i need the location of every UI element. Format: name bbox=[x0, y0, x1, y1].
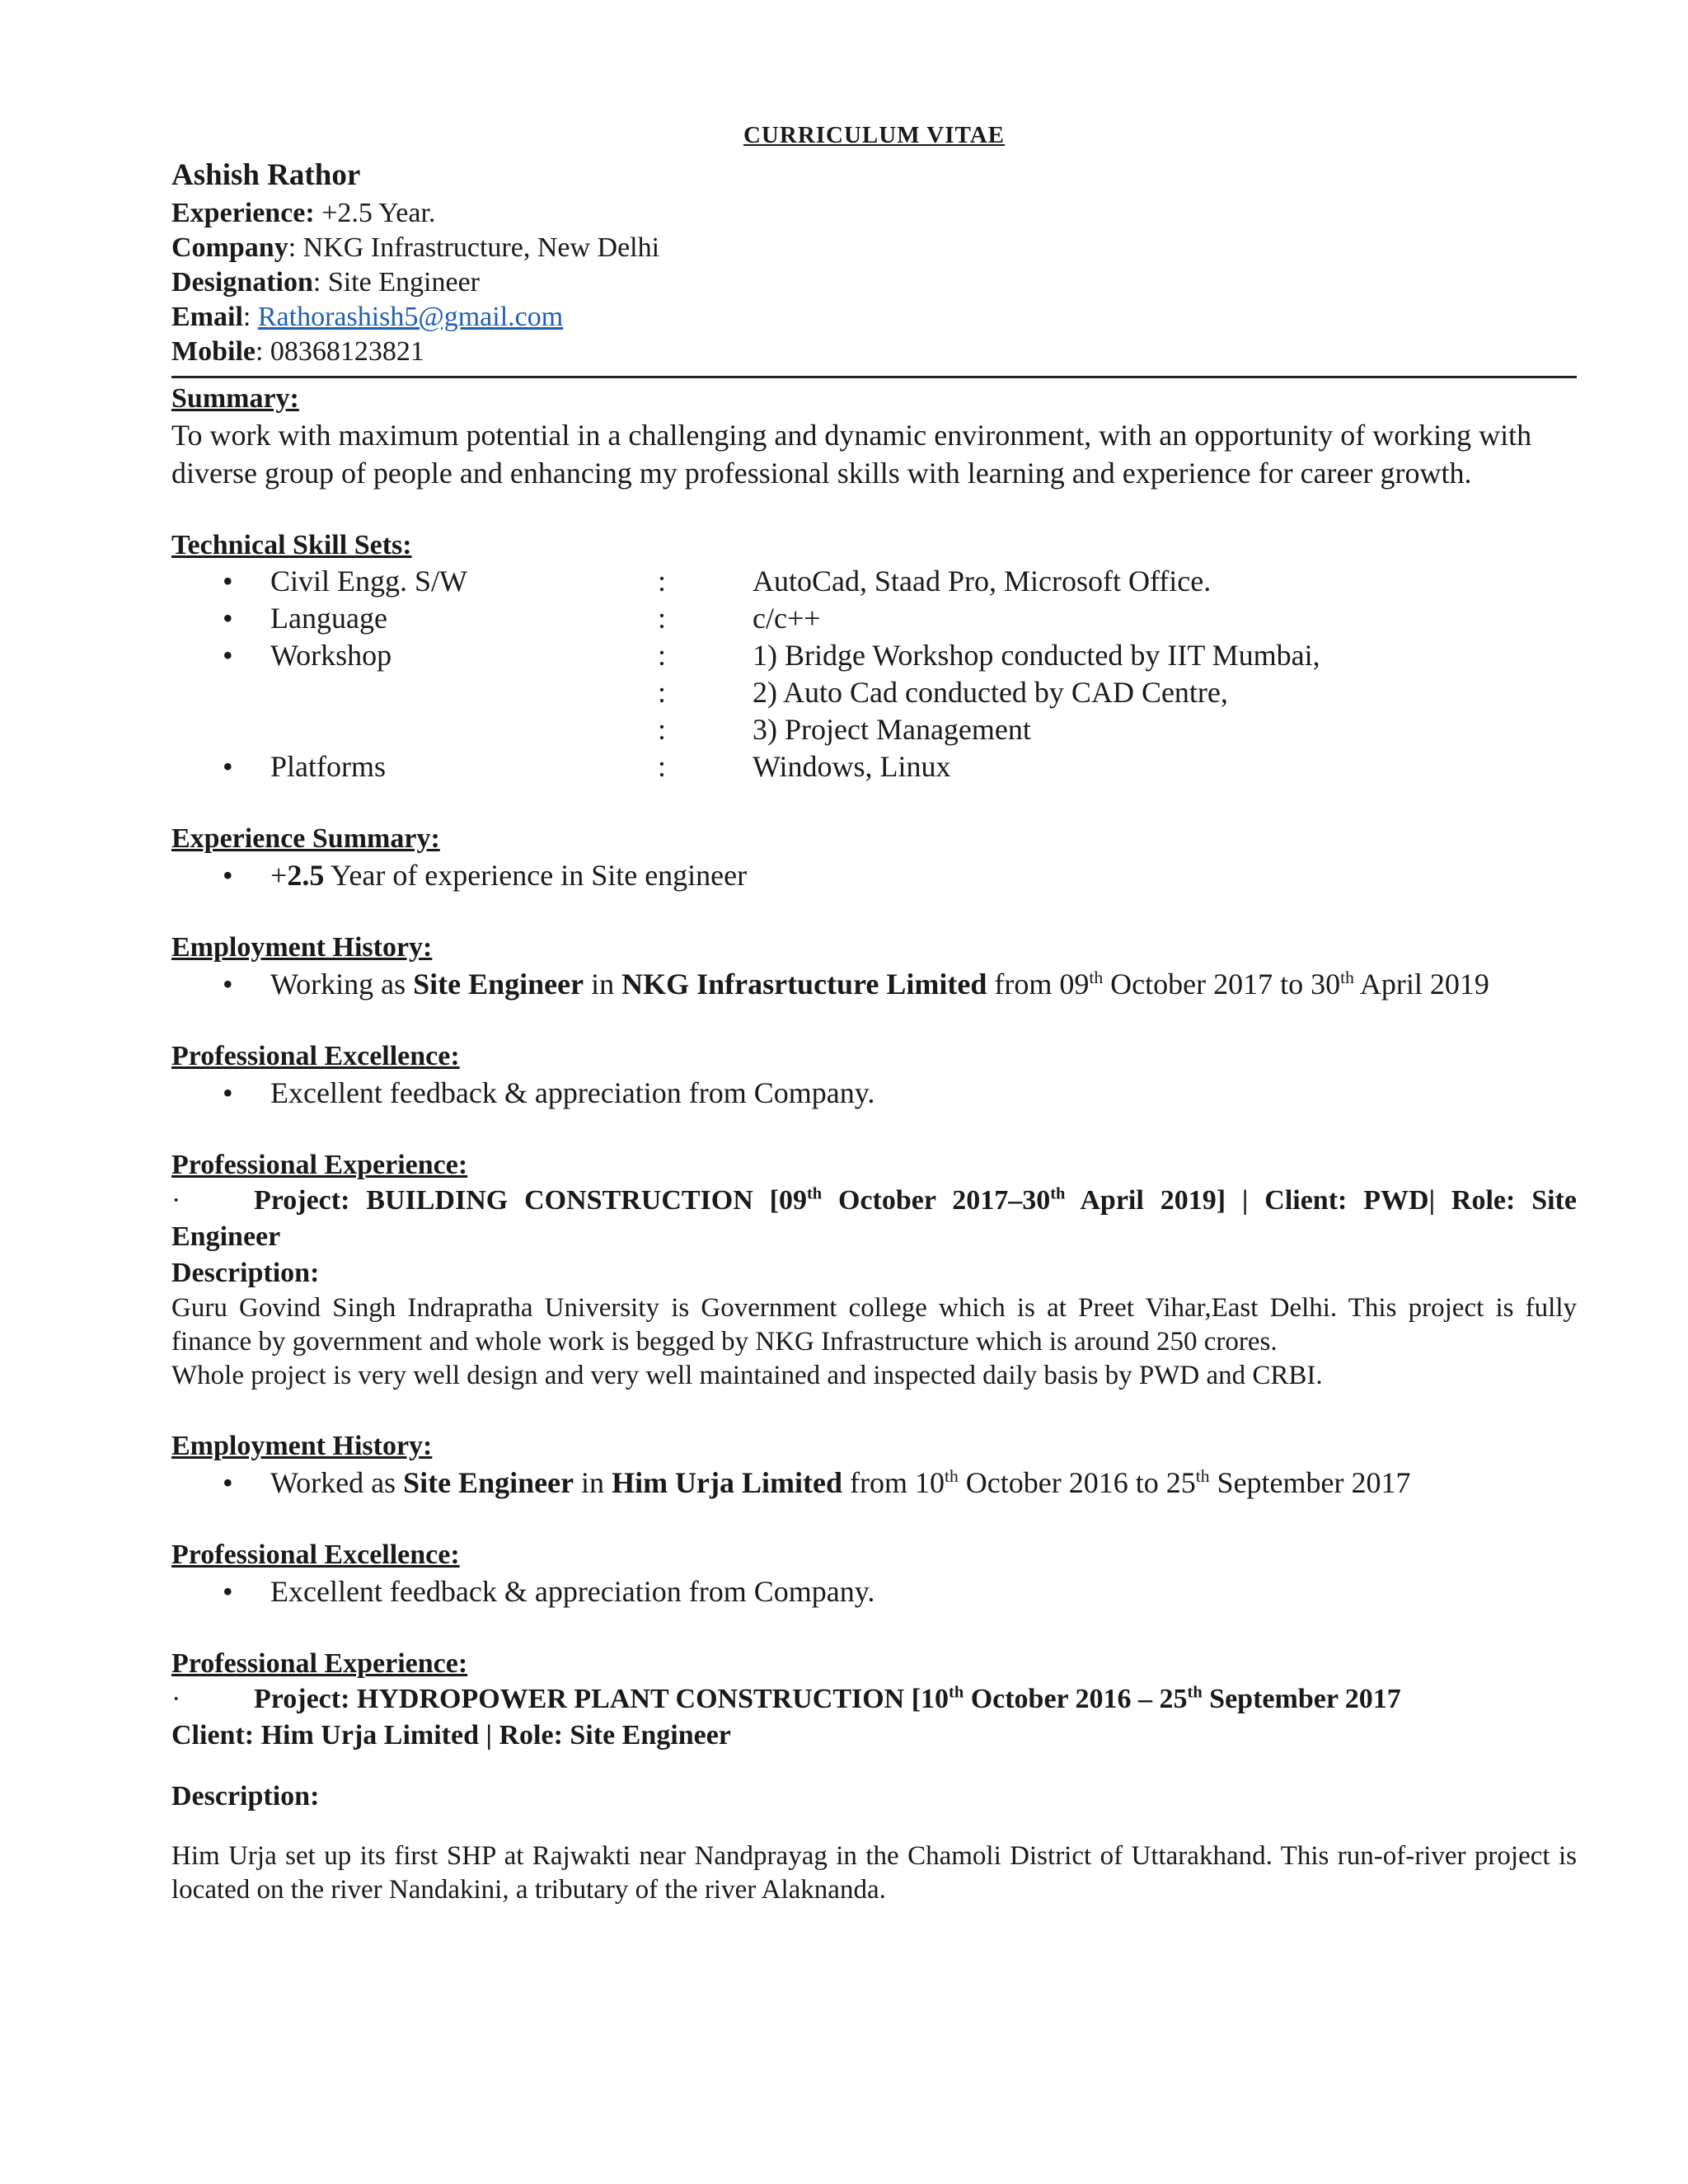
company-label: Company bbox=[171, 232, 288, 263]
skill-value: Windows, Linux bbox=[753, 750, 951, 783]
professional-experience-heading: Professional Experience: bbox=[171, 1648, 468, 1679]
employment-history-list bbox=[171, 1464, 1577, 1502]
professional-excellence-heading: Professional Excellence: bbox=[171, 1041, 460, 1071]
email-line bbox=[171, 300, 1577, 335]
skill-row bbox=[171, 563, 1577, 600]
list-item: • Working as Site Engineer in NKG Infrasrtucture Limited from 09th October 2017 to 30th April 2019 bbox=[171, 965, 1577, 1003]
professional-excellence-list bbox=[171, 1572, 1577, 1610]
skill-label: Language bbox=[270, 602, 387, 635]
professional-experience-heading: Professional Experience: bbox=[171, 1150, 468, 1180]
experience-summary-heading: Experience Summary: bbox=[171, 823, 440, 854]
bullet-icon: • bbox=[223, 750, 233, 783]
designation-line bbox=[171, 265, 1577, 300]
bullet-icon: • bbox=[223, 968, 233, 1001]
skill-label bbox=[270, 674, 658, 711]
bullet-icon: · bbox=[171, 1684, 181, 1714]
experience-value: +2.5 Year. bbox=[314, 198, 436, 228]
designation-value: : Site Engineer bbox=[312, 267, 480, 298]
summary-text: To work with maximum potential in a challenging and dynamic environment, with an opportunity of working with diverse group of people and enhancing my professional skills with learning and experience for career growth. bbox=[171, 419, 1532, 490]
skill-row bbox=[171, 637, 1577, 674]
email-link[interactable]: Rathorashish5@gmail.com bbox=[257, 302, 564, 332]
skills-heading: Technical Skill Sets: bbox=[171, 530, 412, 560]
skill-label: Workshop bbox=[270, 639, 392, 672]
company-value: : NKG Infrastructure, New Delhi bbox=[288, 232, 660, 263]
resume-page bbox=[171, 122, 1577, 1907]
skill-colon: : bbox=[658, 565, 667, 598]
bullet-icon: • bbox=[223, 639, 233, 672]
skill-colon: : bbox=[658, 602, 667, 635]
skill-row bbox=[171, 674, 1577, 711]
designation-label: Designation bbox=[171, 267, 313, 298]
document-title: CURRICULUM VITAE bbox=[743, 122, 1006, 148]
list-item: • +2.5 Year of experience in Site engineer bbox=[171, 856, 1577, 894]
professional-excellence-list bbox=[171, 1074, 1577, 1112]
professional-excellence-heading: Professional Excellence: bbox=[171, 1540, 460, 1570]
project-title: · Project: BUILDING CONSTRUCTION [09th October 2017–30th April 2019] | Client: PWD| Role: Site Engineer bbox=[171, 1183, 1577, 1255]
skill-label: Civil Engg. S/W bbox=[270, 565, 468, 598]
bullet-icon: • bbox=[223, 859, 233, 892]
skill-value: 2) Auto Cad conducted by CAD Centre, bbox=[753, 676, 1228, 709]
candidate-name: Ashish Rathor bbox=[171, 158, 361, 192]
bullet-icon: · bbox=[171, 1185, 181, 1216]
email-separator: : bbox=[242, 302, 258, 332]
skill-colon: : bbox=[658, 639, 667, 672]
description-label: Description: bbox=[171, 1258, 320, 1288]
skill-row bbox=[171, 748, 1577, 785]
bullet-icon: • bbox=[223, 602, 233, 635]
skill-label: Platforms bbox=[270, 750, 386, 783]
skill-row bbox=[171, 600, 1577, 637]
experience-summary-list bbox=[171, 856, 1577, 894]
skill-value: c/c++ bbox=[753, 602, 821, 635]
list-item: • Worked as Site Engineer in Him Urja Limited from 10th October 2016 to 25th September 2017 bbox=[171, 1464, 1577, 1502]
project-client-role: Client: Him Urja Limited | Role: Site Engineer bbox=[171, 1720, 731, 1750]
skill-value: AutoCad, Staad Pro, Microsoft Office. bbox=[753, 565, 1212, 598]
bullet-icon: • bbox=[223, 1076, 233, 1109]
skill-colon: : bbox=[658, 676, 667, 709]
experience-label: Experience: bbox=[171, 198, 315, 228]
bullet-icon: • bbox=[223, 565, 233, 598]
experience-line bbox=[171, 196, 1577, 231]
list-item: • Excellent feedback & appreciation from Company. bbox=[171, 1572, 1577, 1610]
description-label: Description: bbox=[171, 1781, 320, 1811]
skill-row bbox=[171, 711, 1577, 748]
bullet-icon: • bbox=[223, 1575, 233, 1608]
skills-list bbox=[171, 563, 1577, 785]
project-title: · Project: HYDROPOWER PLANT CONSTRUCTION [10th October 2016 – 25th September 2017 bbox=[171, 1681, 1577, 1718]
skill-label bbox=[270, 711, 658, 748]
mobile-value: : 08368123821 bbox=[255, 336, 424, 367]
skill-value: 3) Project Management bbox=[753, 713, 1031, 746]
skill-colon: : bbox=[658, 750, 667, 783]
mobile-label: Mobile bbox=[171, 336, 256, 367]
description-text: Guru Govind Singh Indrapratha University is Government college which is at Preet Vihar,East Delhi. This project is fully finance by government and whole work is begged by NKG Infrastructure which is around 250 crores. bbox=[171, 1293, 1577, 1357]
description-text: Whole project is very well design and very well maintained and inspected daily basis by PWD and CRBI. bbox=[171, 1361, 1323, 1390]
mobile-line bbox=[171, 335, 1577, 369]
skill-colon: : bbox=[658, 713, 667, 746]
employment-history-heading: Employment History: bbox=[171, 932, 433, 963]
email-label: Email bbox=[171, 302, 243, 332]
divider-rule bbox=[171, 376, 1577, 378]
summary-heading: Summary: bbox=[171, 383, 299, 414]
skill-value: 1) Bridge Workshop conducted by IIT Mumbai, bbox=[753, 639, 1320, 672]
company-line bbox=[171, 231, 1577, 265]
employment-history-list bbox=[171, 965, 1577, 1003]
list-item: • Excellent feedback & appreciation from Company. bbox=[171, 1074, 1577, 1112]
description-text: Him Urja set up its first SHP at Rajwakti near Nandprayag in the Chamoli District of Uttarakhand. This run-of-river project is located on the river Nandakini, a tributary of the river Alaknanda. bbox=[171, 1841, 1577, 1905]
bullet-icon: • bbox=[223, 1466, 233, 1499]
employment-history-heading: Employment History: bbox=[171, 1431, 433, 1461]
